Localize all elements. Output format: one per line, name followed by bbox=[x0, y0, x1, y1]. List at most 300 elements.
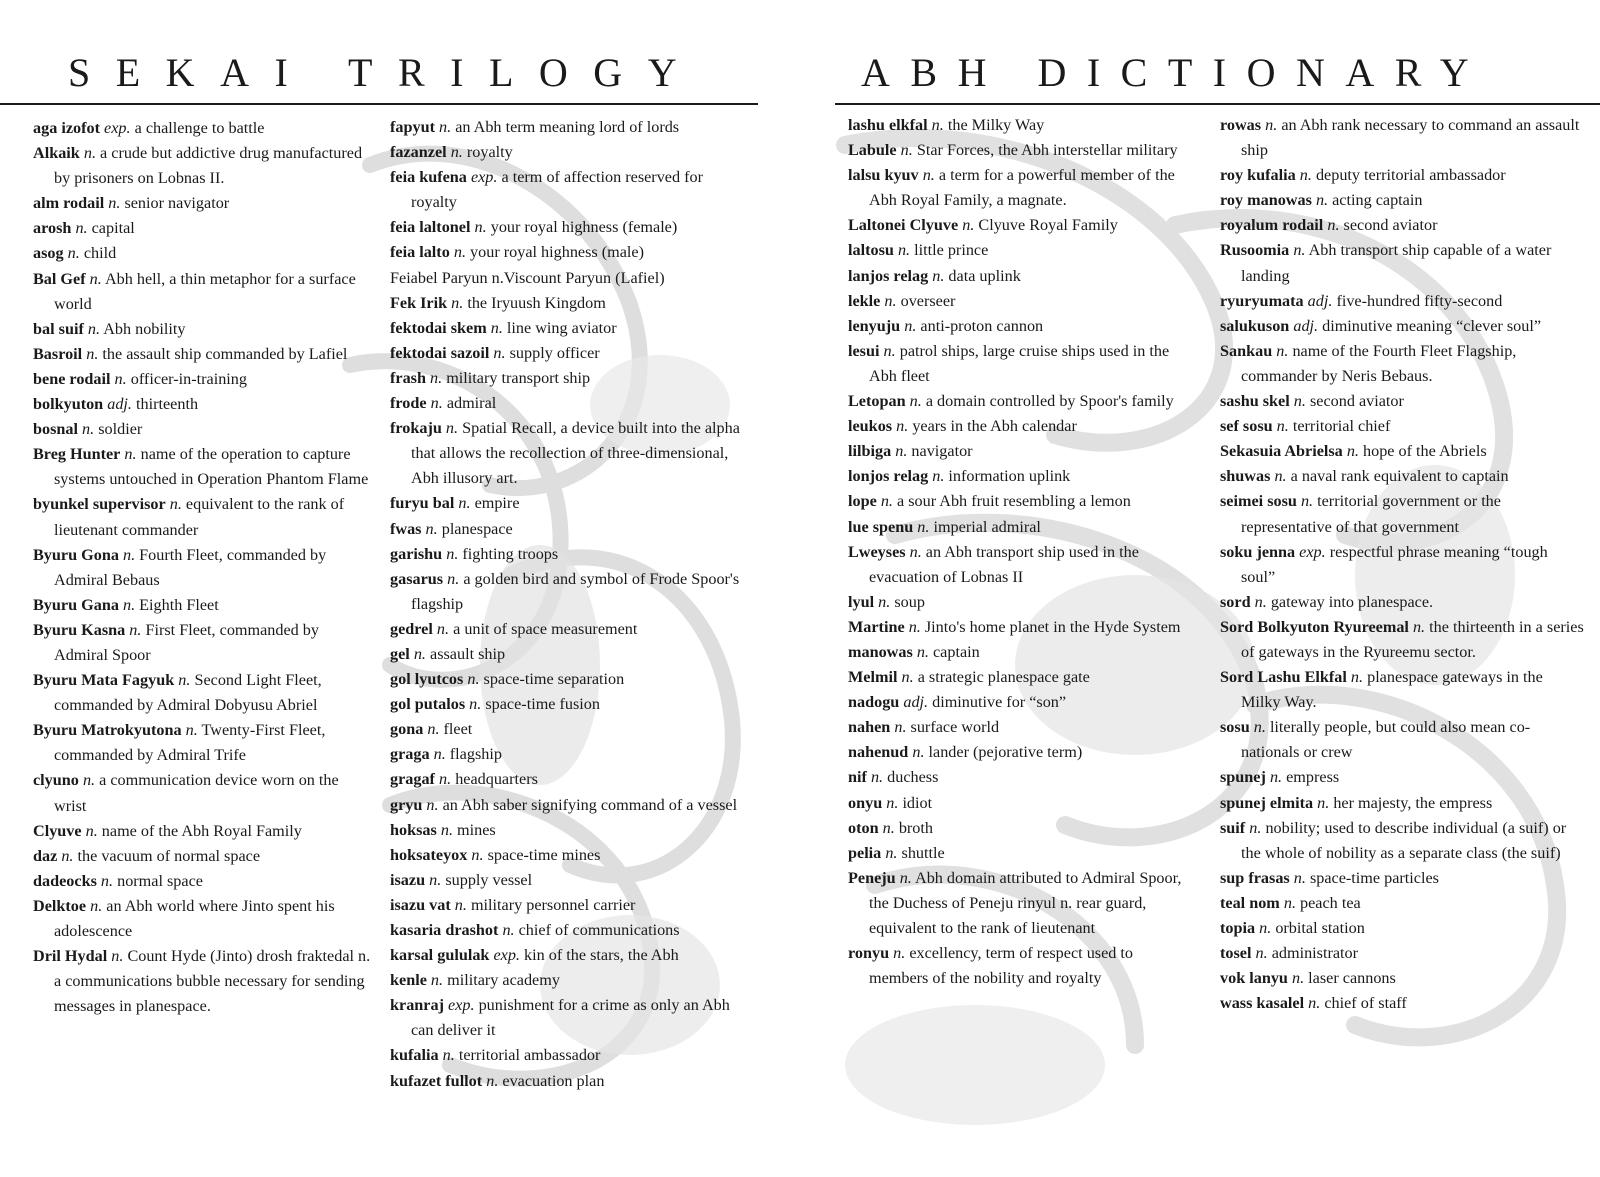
dictionary-entry bbox=[390, 717, 740, 742]
dictionary-entry bbox=[848, 163, 1193, 213]
entry-part-of-speech: n. bbox=[932, 266, 945, 285]
entry-term: byunkel supervisor bbox=[33, 495, 166, 514]
entry-term: sord bbox=[1220, 592, 1251, 611]
entry-part-of-speech: n. bbox=[490, 318, 503, 337]
dictionary-entry bbox=[390, 391, 740, 416]
entry-definition: captain bbox=[933, 642, 980, 661]
entry-definition: a communication device worn on the wrist bbox=[54, 771, 339, 815]
entry-definition: headquarters bbox=[455, 770, 538, 789]
dictionary-entry bbox=[33, 241, 373, 266]
entry-part-of-speech: n. bbox=[1293, 868, 1306, 887]
dictionary-entry bbox=[1220, 891, 1585, 916]
entry-term: asog bbox=[33, 244, 64, 263]
entry-definition: military personnel carrier bbox=[470, 895, 636, 914]
entry-definition: a challenge to battle bbox=[134, 119, 265, 137]
header-title: SEKAI TRILOGY bbox=[68, 50, 703, 95]
entry-part-of-speech: n. bbox=[1412, 617, 1426, 636]
dictionary-entry bbox=[1220, 188, 1585, 213]
dictionary-entry bbox=[848, 740, 1193, 765]
entry-term: Clyuve bbox=[33, 821, 82, 840]
entry-part-of-speech: n. bbox=[439, 770, 452, 789]
entry-term: Laltonei Clyuve bbox=[848, 216, 959, 235]
entry-part-of-speech: n. bbox=[469, 695, 482, 714]
dictionary-entry bbox=[1220, 715, 1585, 765]
dictionary-entry bbox=[33, 367, 373, 392]
dictionary-entry bbox=[848, 464, 1193, 489]
entry-part-of-speech: n. bbox=[909, 542, 922, 561]
entry-part-of-speech: n. bbox=[502, 921, 515, 939]
entry-part-of-speech: n. bbox=[1300, 492, 1314, 511]
entry-definition: territorial government or the representative of that government bbox=[1241, 492, 1501, 536]
entry-definition: a crude but addictive drug manufactured by prisoners on Lobnas II. bbox=[54, 144, 363, 188]
entry-definition: soup bbox=[894, 592, 925, 611]
entry-definition: fighting troops bbox=[462, 544, 559, 563]
entry-part-of-speech: n. bbox=[1350, 668, 1364, 687]
entry-definition: Abh nobility bbox=[103, 319, 186, 338]
entry-part-of-speech: n. bbox=[1283, 893, 1296, 912]
dictionary-entry bbox=[848, 816, 1193, 841]
entry-part-of-speech: adj. bbox=[107, 395, 132, 414]
entry-term: suif bbox=[1220, 818, 1246, 837]
entry-term: frash bbox=[390, 368, 426, 387]
entry-definition: Jinto's home planet in the Hyde System bbox=[924, 617, 1181, 636]
entry-term: salukuson bbox=[1220, 316, 1290, 335]
entry-term: Byuru Gana bbox=[33, 595, 119, 614]
entry-definition: supply officer bbox=[509, 343, 600, 362]
entry-term: kranraj bbox=[390, 996, 444, 1015]
dictionary-entry bbox=[390, 266, 740, 291]
entry-term: sosu bbox=[1220, 718, 1250, 737]
entry-term: fektodai sazoil bbox=[390, 343, 490, 362]
entry-term: nahenud bbox=[848, 743, 909, 762]
entry-definition: deputy territorial ambassador bbox=[1315, 166, 1506, 185]
entry-definition: royalty bbox=[466, 143, 513, 162]
entry-part-of-speech: n. bbox=[86, 344, 99, 363]
dictionary-entry bbox=[848, 439, 1193, 464]
entry-part-of-speech: n. bbox=[90, 896, 103, 915]
dictionary-entry bbox=[390, 491, 740, 516]
entry-term: leukos bbox=[848, 417, 893, 436]
entry-definition: surface world bbox=[910, 718, 1000, 737]
entry-part-of-speech: n. bbox=[87, 319, 101, 338]
dictionary-entry bbox=[33, 267, 373, 317]
entry-part-of-speech: n. bbox=[433, 745, 446, 764]
entry-part-of-speech: n. bbox=[111, 947, 124, 966]
entry-term: Alkaik bbox=[33, 144, 80, 163]
entry-term: kufalia bbox=[390, 1046, 439, 1065]
dictionary-entry bbox=[1220, 213, 1585, 238]
entry-part-of-speech: n. bbox=[426, 795, 439, 814]
entry-term: isazu vat bbox=[390, 895, 451, 914]
entry-part-of-speech: n. bbox=[1308, 994, 1321, 1013]
entry-part-of-speech: n. bbox=[436, 619, 450, 638]
dictionary-entry bbox=[33, 668, 373, 718]
entry-term: nahen bbox=[848, 718, 891, 737]
entry-term: graga bbox=[390, 745, 430, 764]
entry-term: sup frasas bbox=[1220, 868, 1290, 887]
entry-part-of-speech: n. bbox=[124, 445, 137, 464]
entry-part-of-speech: n. bbox=[169, 495, 182, 514]
entry-part-of-speech: n. bbox=[900, 141, 913, 160]
entry-definition: the assault ship commanded by Lafiel bbox=[102, 344, 348, 363]
dictionary-entry bbox=[390, 767, 740, 792]
entry-term: gol lyutcos bbox=[390, 670, 464, 689]
entry-definition: officer-in-training bbox=[130, 369, 247, 388]
dictionary-column bbox=[848, 113, 1193, 991]
dictionary-entry bbox=[1220, 389, 1585, 414]
dictionary-column bbox=[33, 116, 373, 1019]
entry-part-of-speech: n. bbox=[75, 219, 88, 238]
dictionary-entry bbox=[848, 615, 1193, 640]
entry-term: isazu bbox=[390, 870, 426, 889]
entry-term: Feiabel Paryun n.Viscount Paryun (Lafiel) bbox=[390, 268, 665, 287]
entry-part-of-speech: n. bbox=[413, 644, 426, 663]
entry-part-of-speech: n. bbox=[1291, 969, 1305, 988]
entry-term: clyuno bbox=[33, 771, 79, 790]
dictionary-entry bbox=[390, 215, 740, 240]
entry-definition: excellency, term of respect used to members of the nobility and royalty bbox=[869, 944, 1134, 988]
dictionary-entry bbox=[1220, 163, 1585, 188]
entry-term: lekle bbox=[848, 291, 881, 310]
entry-part-of-speech: n. bbox=[922, 166, 935, 185]
entry-part-of-speech: n. bbox=[85, 821, 98, 840]
dictionary-entry bbox=[390, 291, 740, 316]
entry-term: lanjos relag bbox=[848, 266, 929, 285]
entry-definition: broth bbox=[898, 818, 933, 837]
entry-term: sashu skel bbox=[1220, 392, 1290, 411]
dictionary-entry bbox=[33, 342, 373, 367]
entry-part-of-speech: n. bbox=[471, 845, 484, 864]
entry-definition: line wing aviator bbox=[506, 318, 617, 337]
entry-definition: military academy bbox=[447, 971, 560, 990]
dictionary-entry bbox=[33, 417, 373, 442]
entry-definition: kin of the stars, the Abh bbox=[524, 946, 679, 965]
entry-definition: fleet bbox=[443, 720, 473, 739]
dictionary-entry bbox=[390, 918, 740, 943]
entry-part-of-speech: n. bbox=[897, 241, 911, 260]
entry-definition: hope of the Abriels bbox=[1363, 442, 1487, 461]
entry-part-of-speech: n. bbox=[895, 442, 908, 461]
entry-definition: name of the Fourth Fleet Flagship, commander by Neris Bebaus. bbox=[1241, 341, 1517, 385]
entry-term: garishu bbox=[390, 544, 443, 563]
entry-term: Sankau bbox=[1220, 341, 1273, 360]
entry-definition: space-time particles bbox=[1309, 868, 1439, 887]
entry-part-of-speech: n. bbox=[429, 870, 442, 889]
entry-definition: your royal highness (female) bbox=[490, 218, 678, 237]
entry-term: bolkyuton bbox=[33, 395, 104, 414]
dictionary-entry bbox=[390, 115, 740, 140]
entry-term: Dril Hydal bbox=[33, 947, 108, 966]
entry-definition: planespace bbox=[441, 519, 513, 538]
dictionary-entry bbox=[390, 617, 740, 642]
dictionary-entry bbox=[390, 240, 740, 265]
dictionary-entry bbox=[1220, 464, 1585, 489]
dictionary-entry bbox=[848, 715, 1193, 740]
entry-definition: territorial chief bbox=[1292, 417, 1391, 436]
dictionary-entry bbox=[1220, 991, 1585, 1016]
dictionary-entry bbox=[33, 768, 373, 818]
entry-definition: diminutive meaning “clever soul” bbox=[1322, 316, 1542, 335]
entry-term: roy kufalia bbox=[1220, 166, 1296, 185]
dictionary-entry bbox=[1220, 866, 1585, 891]
dictionary-entry bbox=[1220, 314, 1585, 339]
dictionary-entry bbox=[390, 993, 740, 1043]
entry-part-of-speech: n. bbox=[917, 517, 930, 536]
dictionary-entry bbox=[33, 618, 373, 668]
dictionary-entry bbox=[390, 517, 740, 542]
entry-definition: an Abh term meaning lord of lords bbox=[455, 118, 680, 136]
entry-term: feia laltonel bbox=[390, 218, 471, 237]
entry-definition: assault ship bbox=[430, 644, 506, 663]
entry-part-of-speech: n. bbox=[446, 544, 459, 563]
dictionary-entry bbox=[33, 844, 373, 869]
entry-term: topia bbox=[1220, 919, 1256, 937]
dictionary-entry bbox=[848, 841, 1193, 866]
dictionary-entry bbox=[1220, 765, 1585, 790]
dictionary-entry bbox=[33, 141, 373, 191]
entry-definition: name of the operation to capture systems untouched in Operation Phantom Flame bbox=[54, 445, 369, 489]
entry-part-of-speech: n. bbox=[916, 642, 929, 661]
entry-term: alm rodail bbox=[33, 194, 105, 213]
entry-definition: an Abh world where Jinto spent his adolescence bbox=[54, 896, 335, 940]
entry-definition: acting captain bbox=[1332, 191, 1423, 210]
dictionary-entry bbox=[848, 389, 1193, 414]
entry-part-of-speech: n. bbox=[425, 519, 438, 538]
entry-part-of-speech: n. bbox=[427, 720, 440, 739]
dictionary-entry bbox=[390, 868, 740, 893]
entry-part-of-speech: n. bbox=[178, 671, 191, 690]
dictionary-entry bbox=[848, 791, 1193, 816]
entry-definition: second aviator bbox=[1309, 392, 1404, 411]
entry-term: gona bbox=[390, 720, 424, 739]
entry-part-of-speech: n. bbox=[467, 670, 480, 689]
entry-definition: a strategic planespace gate bbox=[917, 668, 1090, 687]
dictionary-entry bbox=[390, 843, 740, 868]
entry-part-of-speech: n. bbox=[870, 768, 884, 787]
entry-term: Lweyses bbox=[848, 542, 906, 561]
dictionary-entry bbox=[33, 492, 373, 542]
entry-part-of-speech: n. bbox=[912, 743, 925, 762]
dictionary-entry bbox=[848, 941, 1193, 991]
entry-part-of-speech: n. bbox=[909, 392, 922, 411]
entry-definition: an Abh rank necessary to command an assault ship bbox=[1241, 116, 1580, 160]
entry-definition: the thirteenth in a series of gateways in the Ryureemu sector. bbox=[1241, 617, 1584, 661]
entry-term: laltosu bbox=[848, 241, 894, 260]
entry-term: nif bbox=[848, 768, 867, 787]
entry-part-of-speech: n. bbox=[1327, 216, 1340, 235]
entry-definition: chief of staff bbox=[1324, 994, 1407, 1013]
dictionary-entry bbox=[848, 238, 1193, 263]
entry-definition: your royal highness (male) bbox=[470, 243, 644, 262]
entry-part-of-speech: n. bbox=[1254, 592, 1267, 611]
entry-part-of-speech: n. bbox=[114, 369, 127, 388]
entry-term: feia lalto bbox=[390, 243, 450, 262]
dictionary-entry bbox=[1220, 113, 1585, 163]
entry-definition: Count Hyde (Jinto) drosh fraktedal n. a communications bubble necessary for sending messages in planespace. bbox=[54, 947, 371, 1016]
entry-definition: an Abh saber signifying command of a vessel bbox=[442, 795, 738, 814]
entry-term: bene rodail bbox=[33, 369, 111, 388]
entry-term: gasarus bbox=[390, 569, 444, 588]
entry-part-of-speech: n. bbox=[1269, 768, 1283, 787]
entry-definition: an Abh transport ship used in the evacuation of Lobnas II bbox=[869, 542, 1139, 586]
entry-term: pelia bbox=[848, 843, 882, 862]
entry-term: lalsu kyuv bbox=[848, 166, 919, 185]
entry-term: lilbiga bbox=[848, 442, 892, 461]
entry-term: lyul bbox=[848, 592, 875, 611]
dictionary-entry bbox=[390, 542, 740, 567]
entry-definition: Clyuve Royal Family bbox=[978, 216, 1118, 235]
dictionary-entry bbox=[33, 216, 373, 241]
entry-part-of-speech: n. bbox=[1299, 166, 1312, 185]
entry-term: Basroil bbox=[33, 344, 83, 363]
entry-definition: the vacuum of normal space bbox=[77, 846, 261, 865]
entry-definition: Abh hell, a thin metaphor for a surface world bbox=[54, 269, 356, 313]
entry-term: Melmil bbox=[848, 668, 898, 687]
dictionary-entry bbox=[390, 366, 740, 391]
dictionary-entry bbox=[848, 213, 1193, 238]
entry-part-of-speech: n. bbox=[89, 269, 102, 288]
entry-definition: Abh transport ship capable of a water landing bbox=[1241, 241, 1552, 285]
entry-part-of-speech: n. bbox=[108, 194, 121, 213]
dictionary-entry bbox=[848, 138, 1193, 163]
entry-part-of-speech: n. bbox=[878, 592, 891, 611]
entry-definition: orbital station bbox=[1275, 919, 1365, 937]
entry-definition: Eighth Fleet bbox=[139, 595, 219, 614]
entry-part-of-speech: exp. bbox=[493, 946, 520, 965]
entry-term: gryu bbox=[390, 795, 423, 814]
entry-definition: planespace gateways in the Milky Way. bbox=[1241, 668, 1543, 712]
entry-term: Byuru Gona bbox=[33, 545, 119, 564]
entry-term: royalum rodail bbox=[1220, 216, 1324, 235]
entry-definition: her majesty, the empress bbox=[1333, 793, 1493, 812]
entry-term: Byuru Mata Fagyuk bbox=[33, 671, 175, 690]
dictionary-entry bbox=[848, 590, 1193, 615]
entry-part-of-speech: n. bbox=[493, 343, 506, 362]
entry-term: Sord Lashu Elkfal bbox=[1220, 668, 1347, 687]
entry-term: shuwas bbox=[1220, 467, 1271, 486]
dictionary-entry bbox=[390, 818, 740, 843]
dictionary-entry bbox=[390, 165, 740, 215]
entry-definition: data uplink bbox=[948, 266, 1021, 285]
entry-part-of-speech: n. bbox=[486, 1071, 499, 1090]
entry-part-of-speech: n. bbox=[453, 243, 466, 262]
dictionary-entry bbox=[1220, 665, 1585, 715]
dictionary-entry bbox=[390, 943, 740, 968]
entry-term: Rusoomia bbox=[1220, 241, 1290, 260]
dictionary-entry bbox=[390, 667, 740, 692]
entry-term: onyu bbox=[848, 793, 883, 812]
entry-term: Delktoe bbox=[33, 896, 87, 915]
page-gutter bbox=[758, 0, 835, 1177]
entry-part-of-speech: n. bbox=[129, 620, 142, 639]
entry-part-of-speech: adj. bbox=[1293, 316, 1319, 335]
entry-definition: years in the Abh calendar bbox=[912, 417, 1077, 436]
entry-definition: gateway into planespace. bbox=[1270, 592, 1434, 611]
entry-part-of-speech: n. bbox=[1293, 392, 1306, 411]
entry-definition: a sour Abh fruit resembling a lemon bbox=[897, 492, 1131, 511]
entry-term: bal suif bbox=[33, 319, 84, 338]
entry-definition: anti-proton cannon bbox=[920, 316, 1044, 335]
dictionary-entry bbox=[33, 442, 373, 492]
entry-part-of-speech: n. bbox=[886, 793, 899, 812]
entry-term: rowas bbox=[1220, 116, 1262, 134]
dictionary-entry bbox=[848, 866, 1193, 941]
entry-term: gol putalos bbox=[390, 695, 466, 714]
entry-part-of-speech: n. bbox=[899, 868, 912, 887]
dictionary-entry bbox=[33, 944, 373, 1019]
entry-definition: Twenty-First Fleet, commanded by Admiral Trife bbox=[54, 721, 326, 765]
entry-part-of-speech: exp. bbox=[470, 168, 498, 187]
entry-definition: space-time mines bbox=[487, 845, 601, 864]
entry-definition: name of the Abh Royal Family bbox=[101, 821, 302, 840]
dictionary-entry bbox=[33, 191, 373, 216]
entry-definition: Fourth Fleet, commanded by Admiral Bebaus bbox=[54, 545, 327, 589]
entry-part-of-speech: n. bbox=[962, 216, 975, 235]
entry-part-of-speech: n. bbox=[1346, 442, 1359, 461]
entry-definition: literally people, but could also mean co-nationals or crew bbox=[1241, 718, 1531, 762]
dictionary-entry bbox=[848, 665, 1193, 690]
entry-part-of-speech: exp. bbox=[104, 119, 131, 137]
entry-part-of-speech: n. bbox=[454, 895, 467, 914]
entry-term: gedrel bbox=[390, 619, 433, 638]
dictionary-entry bbox=[33, 593, 373, 618]
entry-part-of-speech: n. bbox=[451, 293, 464, 312]
entry-term: fazanzel bbox=[390, 143, 447, 162]
entry-term: lope bbox=[848, 492, 877, 511]
left-page bbox=[0, 0, 758, 1177]
dictionary-entry bbox=[848, 540, 1193, 590]
dictionary-entry bbox=[848, 314, 1193, 339]
entry-term: hoksas bbox=[390, 820, 437, 839]
entry-definition: equivalent to the rank of lieutenant commander bbox=[54, 495, 345, 539]
header-rule bbox=[0, 103, 758, 105]
entry-definition: respectful phrase meaning “tough soul” bbox=[1241, 542, 1548, 586]
entry-term: fektodai skem bbox=[390, 318, 487, 337]
entry-part-of-speech: n. bbox=[450, 143, 463, 162]
entry-part-of-speech: n. bbox=[1276, 417, 1289, 436]
entry-part-of-speech: n. bbox=[440, 820, 453, 839]
entry-part-of-speech: n. bbox=[884, 291, 897, 310]
entry-part-of-speech: n. bbox=[430, 394, 443, 413]
dictionary-entry bbox=[1220, 414, 1585, 439]
dictionary-entry bbox=[390, 567, 740, 617]
entry-definition: senior navigator bbox=[124, 194, 230, 213]
dictionary-entry bbox=[1220, 238, 1585, 288]
entry-term: furyu bal bbox=[390, 494, 455, 513]
entry-definition: lander (pejorative term) bbox=[928, 743, 1083, 762]
dictionary-entry bbox=[33, 116, 373, 141]
entry-term: feia kufena bbox=[390, 168, 467, 187]
entry-part-of-speech: adj. bbox=[903, 693, 929, 712]
entry-term: Martine bbox=[848, 617, 905, 636]
entry-definition: administrator bbox=[1271, 944, 1359, 963]
entry-definition: supply vessel bbox=[445, 870, 533, 889]
entry-definition: the Iryuush Kingdom bbox=[467, 293, 606, 312]
entry-part-of-speech: n. bbox=[1249, 818, 1262, 837]
entry-part-of-speech: n. bbox=[1293, 241, 1306, 260]
entry-term: roy manowas bbox=[1220, 191, 1312, 210]
dictionary-entry bbox=[1220, 590, 1585, 615]
entry-term: soku jenna bbox=[1220, 542, 1296, 561]
entry-part-of-speech: n. bbox=[1274, 467, 1287, 486]
dictionary-entry bbox=[33, 317, 373, 342]
entry-term: frokaju bbox=[390, 419, 442, 438]
entry-term: karsal gululak bbox=[390, 946, 490, 965]
entry-term: ryuryumata bbox=[1220, 291, 1304, 310]
entry-part-of-speech: n. bbox=[442, 1046, 455, 1065]
entry-term: gel bbox=[390, 644, 410, 663]
entry-part-of-speech: n. bbox=[1255, 944, 1268, 963]
